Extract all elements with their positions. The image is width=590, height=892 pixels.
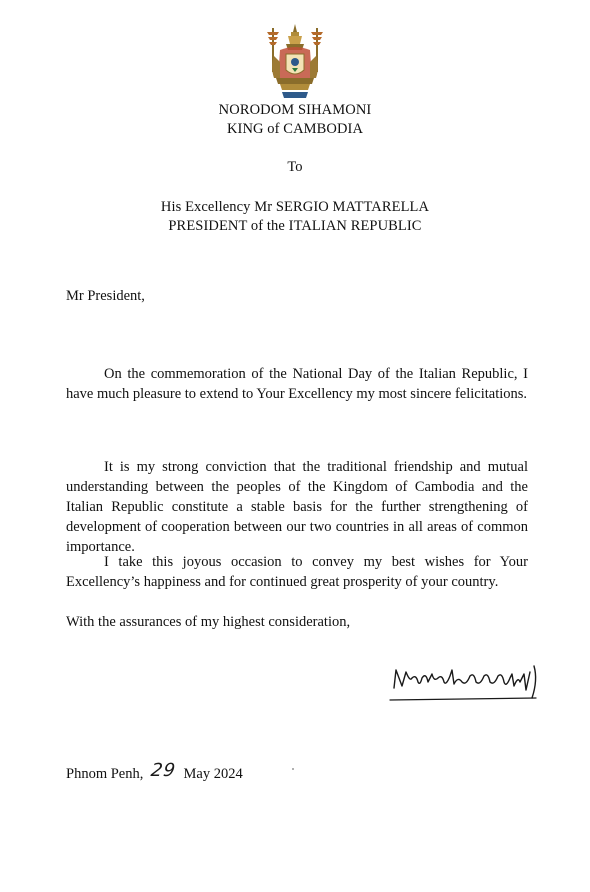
royal-arms-of-cambodia-icon: [262, 22, 328, 102]
closing-line: With the assurances of my highest consideration,: [66, 614, 351, 630]
recipient-block: [0, 198, 590, 236]
body-paragraph-3: I take this joyous occasion to convey my best wishes for Your Excellency’s happiness and for continued great prosperity of your country.: [66, 554, 528, 590]
body-paragraph-2: It is my strong conviction that the traditional friendship and mutual understanding between the peoples of the Kingdom of Cambodia and the Italian Republic constitute a stable basis for the further strengthening of development of cooperation between our two countries in all areas of common importance.: [66, 459, 528, 555]
dateline-place: Phnom Penh,: [66, 766, 144, 782]
body-paragraph-1: On the commemoration of the National Day of the Italian Republic, I have much pleasure to extend to Your Excellency my most sincere felicitations.: [66, 366, 528, 402]
sender-title: KING of CAMBODIA: [226, 121, 364, 137]
dateline-day-handwritten: 29: [149, 760, 178, 781]
recipient-name: His Excellency Mr SERGIO MATTARELLA: [160, 199, 430, 215]
paper-speck: [292, 768, 294, 770]
recipient-title: PRESIDENT of the ITALIAN REPUBLIC: [168, 218, 422, 234]
to-label: To: [287, 159, 303, 175]
sender-name: NORODOM SIHAMONI: [218, 102, 372, 118]
salutation: Mr President,: [66, 288, 145, 304]
dateline-month-year: May 2024: [183, 766, 243, 782]
sender-block: [0, 101, 590, 139]
dateline: [66, 760, 243, 784]
handwritten-signature: [386, 660, 546, 708]
